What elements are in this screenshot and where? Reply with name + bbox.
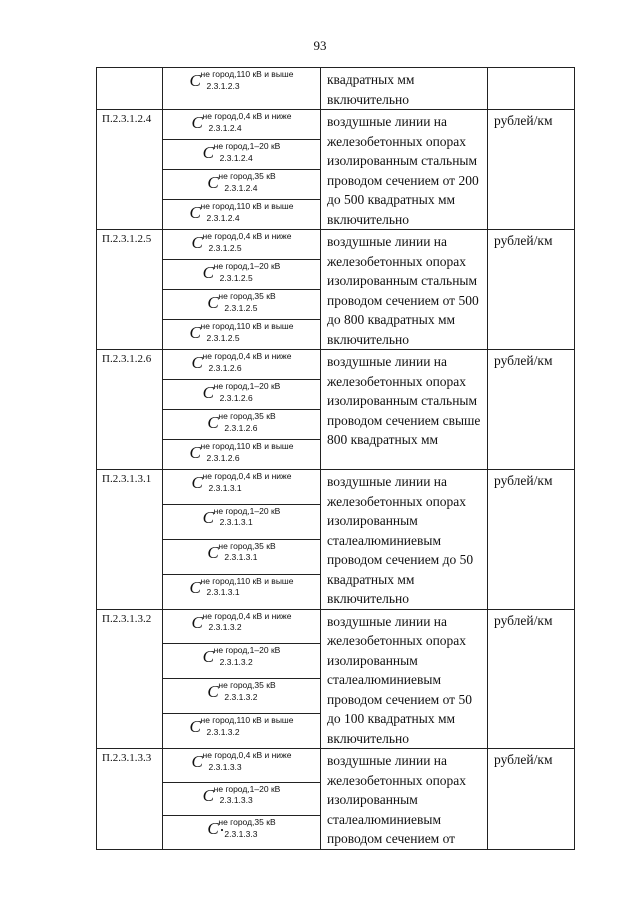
symbol-cell — [163, 679, 321, 714]
symbol-letter: C — [202, 647, 214, 667]
symbol-subscript: 2.3.1.2.4 — [224, 182, 258, 193]
symbol-superscript: не город,35 кВ — [218, 540, 276, 551]
symbol-superscript: не город,1–20 кВ — [213, 645, 281, 656]
code-cell — [97, 68, 163, 110]
symbol-subscript: 2.3.1.3.1 — [206, 587, 240, 598]
rate-symbol — [192, 611, 292, 632]
unit-cell: рублей/км — [488, 110, 575, 230]
table-row — [97, 749, 575, 783]
symbol-letter: C — [207, 682, 219, 702]
symbol-subscript: 2.3.1.2.5 — [219, 272, 253, 283]
symbol-subscript: 2.3.1.3.1 — [208, 482, 242, 493]
symbol-cell — [163, 260, 321, 290]
symbol-cell — [163, 200, 321, 230]
symbol-cell — [163, 470, 321, 505]
symbol-cell — [163, 782, 321, 816]
symbol-subscript: 2.3.1.3.2 — [208, 622, 242, 632]
symbol-cell — [163, 350, 321, 380]
symbol-superscript: не город,110 кВ и выше — [200, 201, 294, 211]
symbol-cell — [163, 110, 321, 140]
symbol-cell — [163, 68, 321, 110]
symbol-superscript: не город,110 кВ и выше — [200, 69, 294, 79]
symbol-cell — [163, 440, 321, 470]
symbol-subscript: 2.3.1.2.4 — [219, 152, 253, 163]
symbol-letter: C — [191, 473, 203, 492]
rate-symbol — [207, 541, 275, 562]
symbol-cell — [163, 644, 321, 679]
table-row — [97, 68, 575, 110]
symbol-subscript: 2.3.1.2.6 — [206, 452, 240, 463]
symbol-letter: C — [189, 577, 201, 597]
symbol-subscript: 2.3.1.2.5 — [208, 242, 242, 253]
symbol-letter: C — [202, 383, 214, 402]
symbol-subscript: 2.3.1.3.2 — [219, 656, 253, 667]
symbol-superscript: не город,1–20 кВ — [213, 141, 281, 151]
symbol-subscript: 2.3.1.2.3 — [206, 80, 240, 91]
rate-symbol — [190, 715, 294, 736]
symbol-superscript: не город,110 кВ и выше — [200, 321, 294, 331]
symbol-letter: C — [202, 263, 214, 282]
symbol-subscript: 2.3.1.3.3 — [219, 795, 253, 805]
rate-symbol — [207, 171, 275, 192]
symbol-superscript: не город,110 кВ и выше — [200, 715, 294, 726]
symbol-cell — [163, 230, 321, 260]
symbol-cell — [163, 609, 321, 644]
table-row — [97, 350, 575, 380]
symbol-subscript: 2.3.1.3.2 — [224, 691, 258, 702]
symbol-superscript: не город,0,4 кВ и ниже — [202, 610, 292, 621]
symbol-subscript: 2.3.1.2.6 — [219, 392, 253, 403]
symbol-superscript: не город,0,4 кВ и ниже — [202, 111, 292, 121]
symbol-letter: C — [189, 443, 201, 462]
unit-cell: рублей/км — [488, 470, 575, 610]
table-row — [97, 470, 575, 505]
symbol-subscript: 2.3.1.3.3 — [208, 761, 242, 772]
rate-symbol — [203, 784, 281, 805]
symbol-letter: C — [191, 612, 203, 632]
symbol-cell — [163, 170, 321, 200]
symbol-cell — [163, 320, 321, 350]
rate-symbol — [190, 321, 294, 342]
symbol-letter: C — [207, 173, 219, 192]
symbol-letter: C — [202, 785, 214, 805]
symbol-cell — [163, 574, 321, 609]
symbol-cell — [163, 140, 321, 170]
symbol-subscript: 2.3.1.2.6 — [208, 362, 242, 373]
description-cell: воздушные линии на железобетонных опорах изолированным стальным проводом сечением свыше 800 квадратных мм — [321, 350, 488, 470]
symbol-superscript: не город,1–20 кВ — [213, 783, 281, 794]
rate-symbol — [190, 441, 294, 462]
rate-symbol — [203, 261, 281, 282]
description-cell: воздушные линии на железобетонных опорах изолированным стальным проводом сечением от 200 до 500 квадратных мм включительно — [321, 110, 488, 230]
table-row — [97, 230, 575, 260]
code-cell: П.2.3.1.2.6 — [97, 350, 163, 470]
symbol-cell — [163, 380, 321, 410]
unit-cell — [488, 68, 575, 110]
symbol-cell — [163, 504, 321, 539]
symbol-letter: C — [207, 413, 219, 432]
symbol-superscript: не город,0,4 кВ и ниже — [202, 351, 292, 361]
code-cell: П.2.3.1.3.3 — [97, 749, 163, 850]
page-mark — [221, 829, 223, 831]
rate-symbol — [203, 381, 281, 402]
table-row — [97, 609, 575, 644]
rate-symbol — [203, 645, 281, 666]
symbol-superscript: не город,110 кВ и выше — [200, 441, 294, 451]
tariff-table — [96, 67, 575, 850]
symbol-superscript: не город,1–20 кВ — [213, 505, 281, 516]
symbol-superscript: не город,35 кВ — [218, 411, 276, 421]
symbol-subscript: 2.3.1.3.1 — [219, 517, 253, 528]
symbol-superscript: не город,0,4 кВ и ниже — [202, 231, 292, 241]
rate-symbol — [207, 411, 275, 432]
symbol-letter: C — [207, 542, 219, 562]
table-row — [97, 110, 575, 140]
symbol-superscript: не город,0,4 кВ и ниже — [202, 471, 292, 481]
symbol-superscript: не город,110 кВ и выше — [200, 575, 294, 586]
rate-symbol — [192, 471, 292, 492]
rate-symbol — [207, 291, 275, 312]
symbol-letter: C — [191, 353, 203, 372]
unit-cell: рублей/км — [488, 749, 575, 850]
symbol-letter: C — [189, 717, 201, 737]
symbol-subscript: 2.3.1.2.5 — [206, 332, 240, 343]
symbol-letter: C — [189, 323, 201, 342]
symbol-superscript: не город,35 кВ — [218, 680, 276, 691]
code-cell: П.2.3.1.2.5 — [97, 230, 163, 350]
unit-cell: рублей/км — [488, 230, 575, 350]
rate-symbol — [192, 750, 292, 771]
symbol-letter: C — [189, 203, 201, 222]
rate-symbol — [190, 69, 294, 90]
symbol-subscript: 2.3.1.3.2 — [206, 726, 240, 737]
symbol-cell — [163, 714, 321, 749]
symbol-superscript: не город,1–20 кВ — [213, 261, 281, 271]
symbol-letter: C — [191, 752, 203, 771]
unit-cell: рублей/км — [488, 609, 575, 749]
symbol-letter: C — [191, 113, 203, 132]
rate-symbol — [207, 817, 275, 838]
description-cell: воздушные линии на железобетонных опорах изолированным сталеалюминиевым проводом сечением от 50 до 100 квадратных мм включительно — [321, 609, 488, 749]
code-cell: П.2.3.1.3.1 — [97, 470, 163, 610]
symbol-subscript: 2.3.1.2.6 — [224, 422, 258, 433]
symbol-subscript: 2.3.1.2.4 — [208, 122, 242, 133]
rate-symbol — [192, 351, 292, 372]
rate-symbol — [203, 506, 281, 527]
code-cell: П.2.3.1.2.4 — [97, 110, 163, 230]
symbol-letter: C — [189, 71, 201, 90]
symbol-superscript: не город,1–20 кВ — [213, 381, 281, 391]
description-cell: воздушные линии на железобетонных опорах изолированным сталеалюминиевым проводом сечением от — [321, 749, 488, 850]
page-number: 93 — [313, 38, 327, 53]
symbol-superscript: не город,35 кВ — [218, 291, 276, 301]
symbol-cell — [163, 410, 321, 440]
description-cell: воздушные линии на железобетонных опорах изолированным стальным проводом сечением от 500 до 800 квадратных мм включительно — [321, 230, 488, 350]
symbol-letter: C — [207, 819, 219, 838]
symbol-letter: C — [207, 293, 219, 312]
symbol-cell — [163, 539, 321, 574]
rate-symbol — [192, 231, 292, 252]
symbol-cell — [163, 816, 321, 850]
symbol-superscript: не город,35 кВ — [218, 817, 276, 827]
symbol-superscript: не город,35 кВ — [218, 171, 276, 181]
symbol-subscript: 2.3.1.3.1 — [224, 552, 258, 563]
rate-symbol — [190, 576, 294, 597]
symbol-cell — [163, 749, 321, 783]
symbol-subscript: 2.3.1.2.5 — [224, 302, 258, 313]
symbol-superscript: не город,0,4 кВ и ниже — [202, 750, 292, 760]
tariff-table-body — [97, 68, 575, 850]
unit-cell: рублей/км — [488, 350, 575, 470]
description-cell: воздушные линии на железобетонных опорах изолированным сталеалюминиевым проводом сечением до 50 квадратных мм включительно — [321, 470, 488, 610]
symbol-subscript: 2.3.1.2.4 — [206, 212, 240, 223]
rate-symbol — [203, 141, 281, 162]
symbol-subscript: 2.3.1.3.3 — [224, 828, 258, 839]
rate-symbol — [192, 111, 292, 132]
rate-symbol — [207, 680, 275, 701]
code-cell: П.2.3.1.3.2 — [97, 609, 163, 749]
description-cell: квадратных мм включительно — [321, 68, 488, 110]
symbol-letter: C — [191, 233, 203, 252]
symbol-letter: C — [202, 143, 214, 162]
rate-symbol — [190, 201, 294, 222]
symbol-cell — [163, 290, 321, 320]
symbol-letter: C — [202, 507, 214, 527]
